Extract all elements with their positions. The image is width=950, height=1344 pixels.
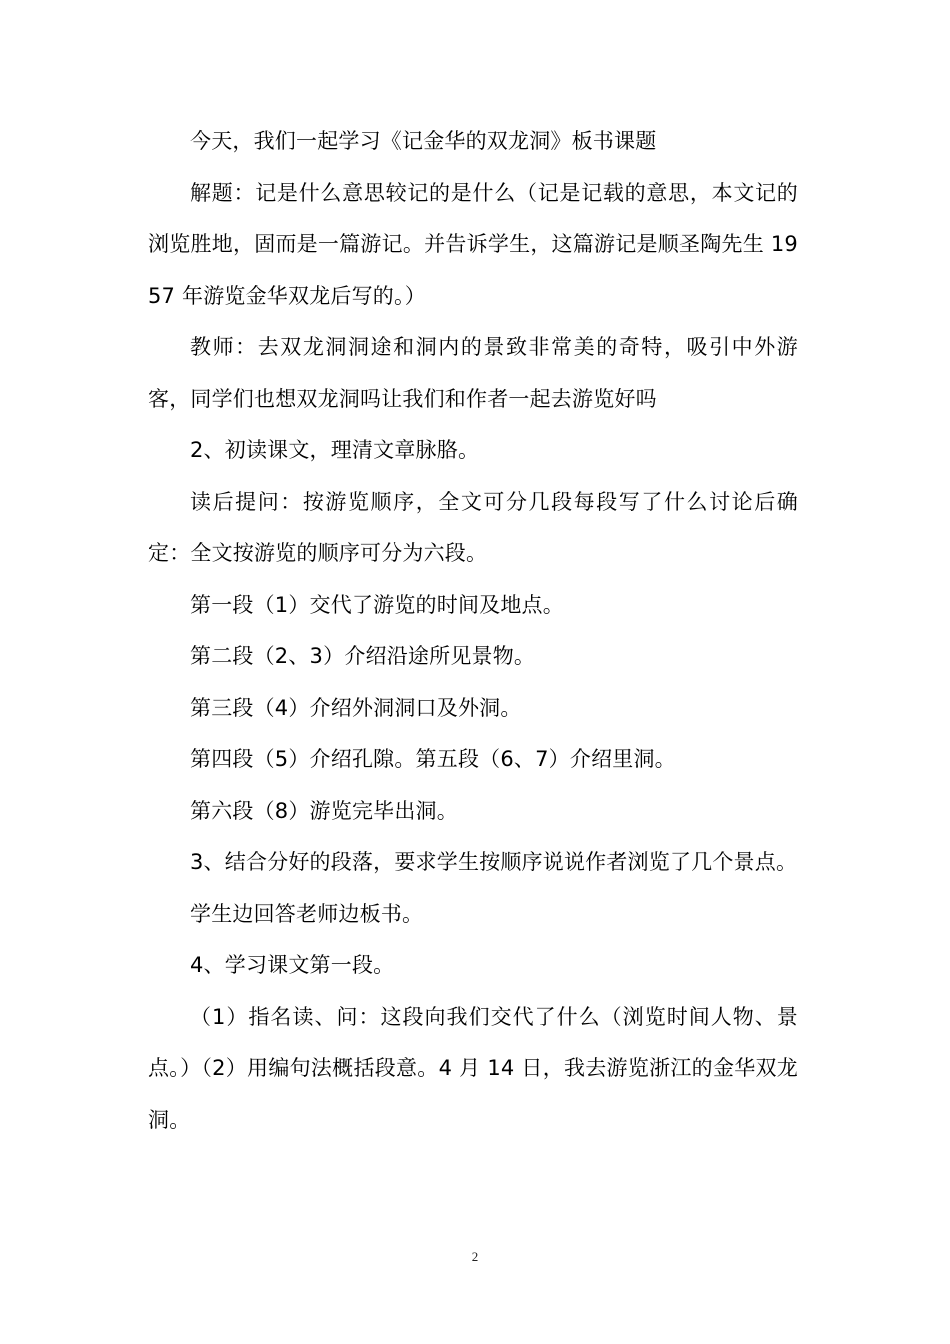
- paragraph-question: 读后提问：按游览顺序，全文可分几段每段写了什么讨论后确定：全文按游览的顺序可分为六段。: [148, 489, 798, 565]
- paragraph-teacher-intro: 教师：去双龙洞洞途和洞内的景致非常美的奇特，吸引中外游客，同学们也想双龙洞吗让我们和作者一起去游览好吗: [148, 335, 798, 411]
- paragraph-step-4: 4、学习课文第一段。: [190, 953, 395, 977]
- paragraph-board-writing: 学生边回答老师边板书。: [190, 901, 424, 926]
- paragraph-section-6: 第六段（8）游览完毕出洞。: [190, 798, 458, 823]
- paragraph-section-2: 第二段（2、3）介绍沿途所见景物。: [190, 644, 536, 668]
- paragraph-step-2: 2、初读课文，理清文章脉胳。: [190, 438, 480, 462]
- paragraph-title-explanation: 解题：记是什么意思较记的是什么（记是记载的意思，本文记的浏览胜地，固而是一篇游记。并告诉学生，这篇游记是顺圣陶先生 1957 年游览金华双龙后写的。）: [148, 180, 798, 308]
- paragraph-section-3: 第三段（4）介绍外洞洞口及外洞。: [190, 695, 522, 720]
- paragraph-step-3: 3、结合分好的段落，要求学生按顺序说说作者浏览了几个景点。: [190, 850, 798, 874]
- paragraph-reading-questions: （1）指名读、问：这段向我们交代了什么（浏览时间人物、景点。）（2）用编句法概括段意。4 月 14 日，我去游览浙江的金华双龙洞。: [148, 1004, 798, 1132]
- document-body: [148, 116, 798, 1146]
- paragraph-section-1: 第一段（1）交代了游览的时间及地点。: [190, 592, 564, 617]
- paragraph-section-4-5: 第四段（5）介绍孔隙。第五段（6、7）介绍里洞。: [190, 747, 676, 771]
- paragraph-intro: 今天，我们一起学习《记金华的双龙洞》板书课题: [190, 129, 657, 153]
- page-number: 2: [471, 1249, 479, 1264]
